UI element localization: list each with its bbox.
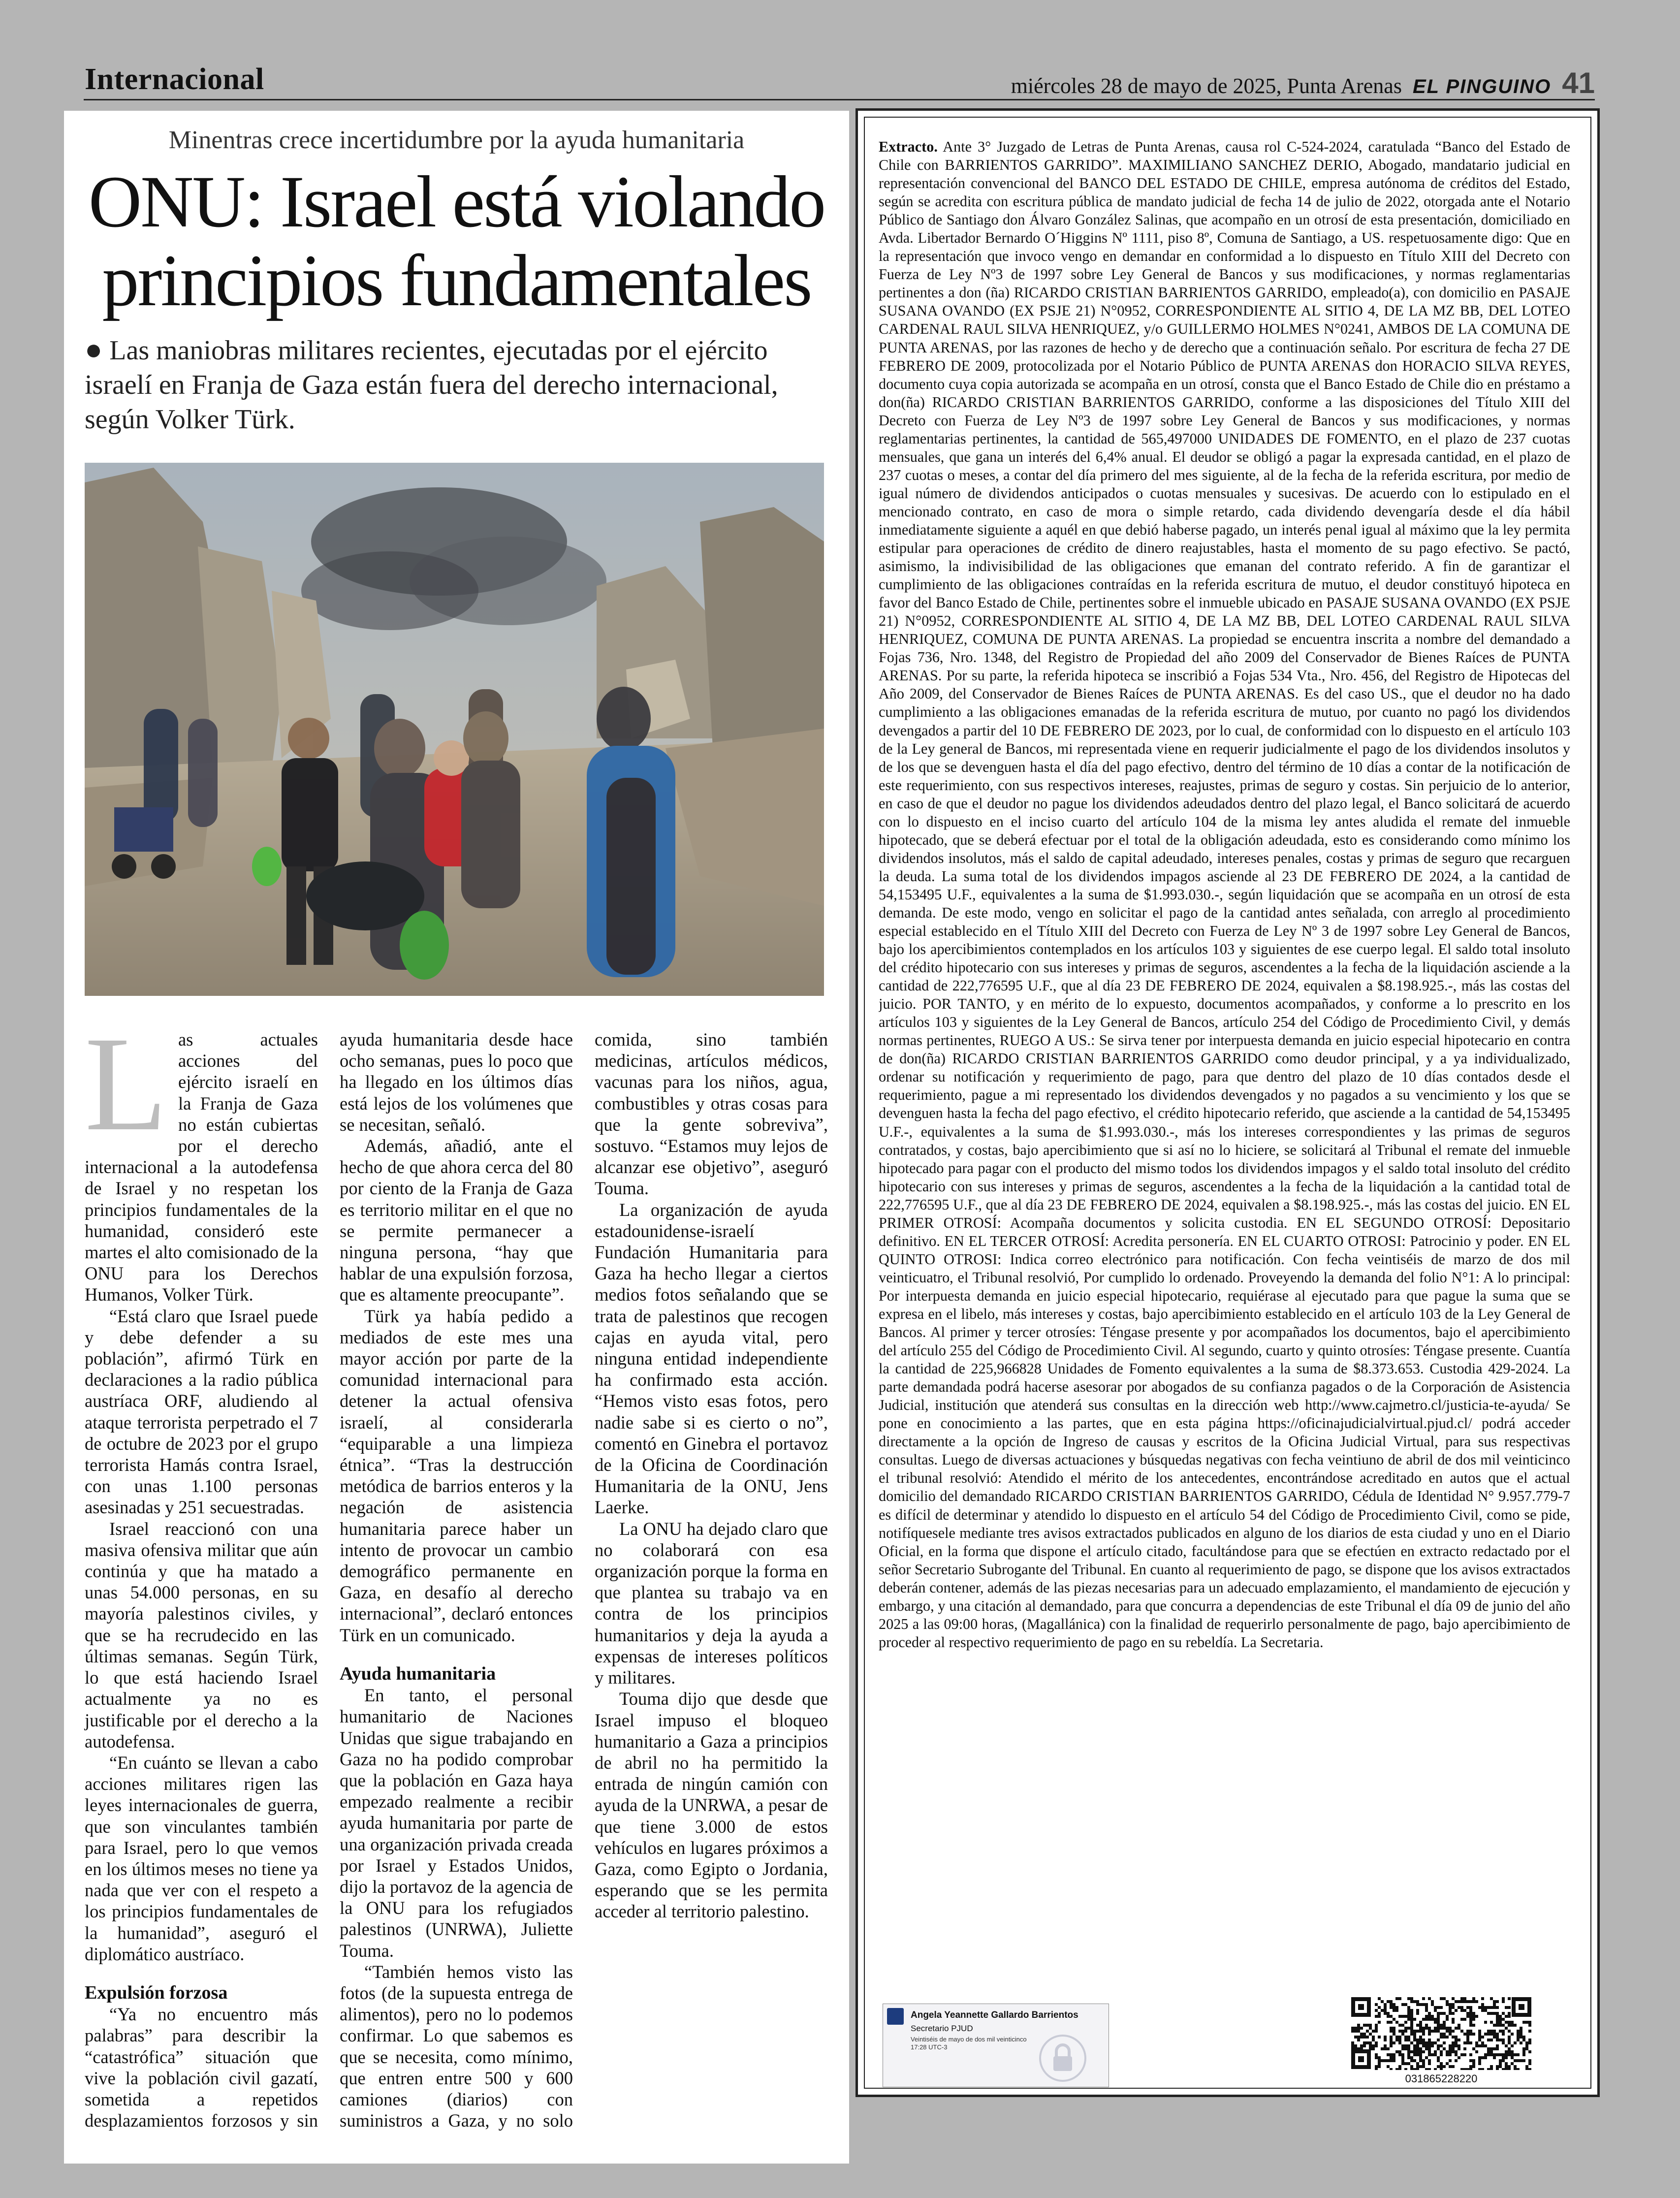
article-kicker: Minentras crece incertidumbre por la ayuda humanitaria xyxy=(168,126,745,154)
section-name: Internacional xyxy=(85,63,264,96)
drop-cap: L xyxy=(85,1009,167,1159)
article-headline xyxy=(79,162,834,320)
paragraph: Türk ya había pedido a mediados de este mes una mayor acción por parte de la comunidad internacional para detener la actual ofensiva israelí, al considerarla “equiparable a una limpieza étnica”. “Tras la destrucción metódica de barrios enteros y la negación de asistencia humanitaria parece haber un intento de provocar un cambio demográfico permanente en Gaza, en desafío al derecho internacional”, declaró entonces Türk en un comunicado. xyxy=(340,1306,573,1645)
paragraph: Israel reaccionó con una masiva ofensiva militar que aún continúa y que ha matado a unas 54.000 personas, en su mayoría palestinos civiles, y que se ha recrudecido en las últimas semanas. Según Türk, lo que está haciendo Israel actualmente ya no es justificable por el derecho a la autodefensa. xyxy=(85,1518,318,1752)
signer-role: Secretario PJUD xyxy=(911,2024,973,2033)
article-body xyxy=(85,1009,828,2132)
paragraph: La organización de ayuda estadounidense-israelí Fundación Humanitaria para Gaza ha hecho llegar a ciertos medios fotos señalando que se trata de palestinos que recogen cajas en ayuda vital, pero ninguna entidad independiente ha confirmado esta acción. “Hemos visto esas fotos, pero nadie sabe si es cierto o no”, comentó en Ginebra el portavoz de la Oficina de Coordinación Humanitaria de la ONU, Jens Laerke. xyxy=(595,1199,828,1518)
paragraph: “Está claro que Israel puede y debe defender a su población”, afirmó Türk en declaraciones a la radio pública austríaca ORF, aludiendo al ataque terrorista perpetrado el 7 de octubre de 2023 por el grupo terrorista Hamás contra Israel, con unas 1.100 personas asesinadas y 251 secuestradas. xyxy=(85,1306,318,1518)
dateline xyxy=(1011,66,1595,100)
notice-label: Extracto. xyxy=(879,138,938,155)
page-header xyxy=(84,59,1595,100)
page-number: 41 xyxy=(1562,66,1595,99)
paragraph: Las actuales acciones del ejército israelí en la Franja de Gaza no están cubiertas por el derecho internacional a la autodefensa de Israel y no respetan los principios fundamentales de la humanidad, consideró este martes el alto comisionado de la ONU para los Derechos Humanos, Volker Türk. xyxy=(85,1009,318,1305)
notice-body: Ante 3° Juzgado de Letras de Punta Arenas, causa rol C-524-2024, caratulada “Banco del Estado de Chile con BARRIENTOS GARRIDO”. MAXIMILIANO SANCHEZ DERIO, Abogado, mandatario judicial en representación convencional del BANCO DEL ESTADO DE CHILE, empresa autónoma de créditos del Estado, según se acredita con escritura pública de mandato judicial de fecha 14 de julio de 2022, otorgada ante el Notario Público de Santiago don Álvaro González Salinas, que acompaño en un otrosí de esta presentación, domiciliado en Avda. Libertador Bernardo O´Higgins Nº 1111, piso 8º, Comuna de Santiago, a US. respetuosamente digo: Que en la representación que invoco vengo en demandar en conformidad a lo dispuesto en Título XIII del Decreto con Fuerza de Ley Nº3 de 1997 sobre Ley General de Bancos y sus modificaciones, y normas reglamentarias pertinentes a don (ña) RICARDO CRISTIAN BARRIENTOS GARRIDO, empleado(a), con domicilio en PASAJE SUSANA OVANDO (EX PSJE 21) N°0952, CORRESPONDIENTE AL SITIO 4, DE LA MZ BB, DEL LOTEO CARDENAL RAUL SILVA HENRIQUEZ, y/o GUILLERMO HOLMES N°0241, AMBOS DE LA COMUNA DE PUNTA ARENAS, por las razones de hecho y de derecho que a continuación señalo. Por escritura de fecha 27 DE FEBRERO DE 2009, protocolizada por el Notario Público de PUNTA ARENAS don HORACIO SILVA REYES, documento cuya copia autorizada se acompaña en un otrosí, consta que el Banco Estado de Chile dio en préstamo a don(ña) RICARDO CRISTIAN BARRIENTOS GARRIDO, conforme a las disposiciones del Título XIII del Decreto con Fuerza de Ley Nº3 de 1997 sobre Ley General de Bancos y sus modificaciones, y normas reglamentarias pertinentes, la cantidad de 565,497000 UNIDADES DE FOMENTO, en el plazo de 237 cuotas mensuales, que gana un interés del 6,4% anual. El deudor se obligó a pagar la expresada cantidad, en el plazo de 237 cuotas o meses, a contar del día primero del mes siguiente, al de la fecha de la referida escritura, por medio de igual número de dividendos anticipados o cuotas mensuales y sucesivas. De acuerdo con lo estipulado en el mencionado contrato, en caso de mora o simple retardo, cada dividendo devengaría desde el día hábil inmediatamente siguiente a aquél en que debió haberse pagado, un interés penal igual al máximo que la ley permita estipular para operaciones de crédito de dinero reajustables, hasta el momento de su pago efectivo. Se pactó, asimismo, la indivisibilidad de las obligaciones que emanan del contrato referido. A fin de garantizar el cumplimiento de las obligaciones contraídas en la referida escritura de mutuo, el deudor constituyó hipoteca en favor del Banco Estado de Chile, pertinentes sobre el inmueble ubicado en PASAJE SUSANA OVANDO (EX PSJE 21) N°0952, CORRESPONDIENTE AL SITIO 4, DE LA MZ BB, DEL LOTEO CARDENAL RAUL SILVA HENRIQUEZ, COMUNA DE PUNTA ARENAS. La propiedad se encuentra inscrita a nombre del demandado a Fojas 736, Nro. 1348, del Registro de Propiedad del año 2009 del Conservador de Bienes Raíces de PUNTA ARENAS. Por su parte, la referida hipoteca se inscribió a Fojas 534 Vta., Nro. 456, del Registro de Hipotecas del Año 2009, del Conservador de Bienes Raíces de PUNTA ARENAS. Es del caso US., que el deudor no ha dado cumplimiento a las obligaciones emanadas de la referida escritura de mutuo, por cuanto no pagó los dividendos devengados a partir del 10 DE FEBRERO DE 2023, por lo cual, de conformidad con lo dispuesto en el artículo 103 de la Ley general de Bancos, mi representada viene en requerir judicialmente el pago de los dividendos insolutos y de los que se devenguen hasta el día del pago efectivo, dentro del término de 10 días a contar de la notificación de este requerimiento, con sus respectivos intereses, reajustes, primas de seguro y costas. Sin perjuicio de lo anterior, en caso de que el deudor no pague los dividendos adeudados dentro del plazo legal, el Banco solicitará de acuerdo con lo dispuesto en el inciso cuarto del artículo 104 de la misma ley antes aludida el remate del inmueble hipotecado, que se deberá efectuar por el total de la obligación adeudada, esto es considerando como mínimo los dividendos insolutos, más el saldo de capital adeudado, intereses penales, costas y primas de seguro que recarguen la deuda. La suma total de los dividendos impagos asciende al 23 DE FEBRERO DE 2024, a la cantidad de 54,153495 U.F., equivalentes a la suma de $1.993.030.-, según liquidación que se acompaña en un otrosí de esta demanda. De este modo, vengo en solicitar el pago de la cantidad antes señalada, con arreglo al procedimiento especial establecido en el Título XIII del Decreto con Fuerza de Ley Nº 3 de 1997 sobre Ley General de Bancos, bajo los apercibimientos contemplados en los artículos 103 y siguientes de ese cuerpo legal. El saldo total insoluto del crédito hipotecario con sus intereses y primas de seguros, ascendentes a la fecha de la liquidación asciende a la cantidad de 222,776595 U.F., que al día 23 DE FEBRERO DE 2024, equivalen a $8.198.925.-, más las costas del juicio. POR TANTO, y en mérito de lo expuesto, documentos acompañados, y conforme a lo prescrito en los artículos 103 y siguientes de la Ley General de Bancos, artículo 254 del Código de Procedimiento Civil, y demás normas pertinentes, RUEGO A US.: Se sirva tener por interpuesta demanda en juicio especial hipotecario en contra de don(ña) RICARDO CRISTIAN BARRIENTOS GARRIDO como deudor principal, y a ya individualizado, ordenar su notificación y requerimiento de pago, para que dentro del plazo de 10 días contados desde el requerimiento, pague a mi representado los dividendos devengados y no pagados a su vencimiento y los que se devenguen hasta la fecha del pago efectivo, el crédito hipotecario referido, que asciende a la cantidad de 54,153495 U.F.-, equivalentes a la suma de $1.993.030.-, más los intereses correspondientes y las primas de seguros contratados, y costas, bajo apercibimiento que si así no lo hiciere, se solicitará al Tribunal el remate del inmueble hipotecado para pagar con el producto del mismo todos los dividendos impagos y el saldo total insoluto del crédito hipotecario con sus intereses y primas de seguros, ascendentes a la fecha de la liquidación a la cantidad total de 222,776595 U.F., que al día 23 DE FEBRERO DE 2024, equivalen a $8.198.925.-, más las costas del juicio. EN EL PRIMER OTROSÍ: Acompaña documentos y solicita custodia. EN EL SEGUNDO OTROSÍ: Depositario definitivo. EN EL TERCER OTROSÍ: Acredita personería. EN EL CUARTO OTROSI: Patrocinio y poder. EN EL QUINTO OTROSI: Indica correo electrónico para notificación. Con fecha veintiséis de marzo de dos mil veinticuatro, el Tribunal resolvió, Por cumplido lo ordenado. Proveyendo la demanda del folio N°1: A lo principal: Por interpuesta demanda en juicio especial hipotecario, requiérase al ejecutado para que pague la suma que se expresa en el libelo, más intereses y costas, bajo apercibimiento establecido en el artículo 103 de la Ley General de Bancos. Al primer y tercer otrosíes: Téngase presente y por acompañados los documentos, bajo el apercibimiento del artículo 255 del Código de Procedimiento Civil. Al segundo, cuarto y quinto otrosíes: Téngase presente. Cuantía la cantidad de 225,966828 Unidades de Fomento equivalentes a la suma de $8.373.653. Custodia 429-2024. La parte demandada podrá hacerse asesorar por abogados de su confianza pagados o de la Corporación de Asistencia Judicial, institución que atenderá sus consultas en la dirección web http://www.cajmetro.cl/justicia-te-ayuda/ Se pone en conocimiento a las partes, que en esta página https://oficinajudicialvirtual.pjud.cl/ podrá acceder directamente a la opción de Ingreso de causas y escritos de la Oficina Judicial Virtual, para sus respectivas consultas. Luego de diversas actuaciones y búsquedas negativas con fecha veintiuno de abril de dos mil veinticinco el tribunal resolvió: Atendido el mérito de los antecedentes, encontrándose acreditado en autos que el actual domicilio del demandado RICARDO CRISTIAN BARRIENTOS GARRIDO, Cédula de Identidad N° 9.957.779-7 es difícil de determinar y atendido lo dispuesto en el artículo 54 del Código de Procedimiento Civil, como se pide, notifíquesele mediante tres avisos extractados publicados en alguno de los diarios de esta ciudad y uno en el Diario Oficial, en la forma que dispone el artículo citado, facultándose para que se efectúen en extracto redactado por el señor Secretario Subrogante del Tribunal. En cuanto al requerimiento de pago, se dispone que los avisos extractados deberán contener, además de las piezas necesarias para un adecuado emplazamiento, el mandamiento de ejecución y embargo, y una citación al demandado, para que concurra a dependencias de este Tribunal el día 09 de junio del año 2025 a las 09:00 horas, (Magallánica) con la finalidad de requerirlo personalmente de pago, bajo apercibimiento de proceder al respectivo requerimiento de pago en su rebeldía. La Secretaria. xyxy=(879,138,1570,1651)
legal-notice xyxy=(856,108,1600,2097)
electronic-signature xyxy=(883,2004,1109,2087)
gaza-refugees-photo xyxy=(85,463,824,996)
newspaper-brand: EL PINGUINO xyxy=(1412,76,1552,97)
article-photo xyxy=(85,463,824,996)
lock-icon xyxy=(1036,2034,1090,2083)
paragraph: Touma dijo que desde que Israel impuso el bloqueo humanitario a Gaza a principios de abril no ha permitido la entrada de ningún camión con ayuda de la UNRWA, a pesar de que tiene 3.000 de estos vehículos en lugares próximos a Gaza, como Egipto o Jordania, esperando que se les permita acceder al territorio palestino. xyxy=(595,1688,828,1922)
article xyxy=(64,111,849,2164)
notice-text xyxy=(879,138,1570,1986)
article-subhead xyxy=(85,332,833,437)
qr-code-icon xyxy=(1350,1996,1532,2070)
paragraph: “Ya no encuentro más palabras” para describir la “catastrófica” situación que vive la población civil gazatí, sometida a repetidos desplazamientos forzosos y sin ayuda humanitaria desde hace ocho semanas, pues lo poco que ha llegado en los últimos días está lejos de los volúmenes que se necesitan, señaló. xyxy=(85,1029,573,2131)
headline-line-1: ONU: Israel está violando xyxy=(88,161,825,243)
subhead-text: Las maniobras militares recientes, ejecutadas por el ejército israelí en Franja de Gaza están fuera del derecho internacional, según Volker Türk. xyxy=(85,335,778,435)
subtitle-expulsion: Expulsión forzosa xyxy=(85,1982,228,2003)
headline-line-2: principios fundamentales xyxy=(102,240,811,321)
publication-date: miércoles 28 de mayo de 2025, Punta Arenas xyxy=(1011,74,1402,98)
signature-timestamp: Veintiséis de mayo de dos mil veinticinco 17:28 UTC-3 xyxy=(911,2036,1027,2051)
paragraph: “En cuánto se llevan a cabo acciones militares rigen las leyes internacionales de guerra, que son vinculantes también para Israel, pero lo que vemos en los últimos meses no tiene ya nada que ver con el respeto a los principios fundamentales de la humanidad”, aseguró el diplomático austríaco. xyxy=(85,1752,318,1964)
pjud-seal-icon xyxy=(887,2008,904,2025)
qr-code-number: 031865228220 xyxy=(1405,2072,1478,2085)
subtitle-ayuda: Ayuda humanitaria xyxy=(340,1663,496,1684)
paragraph: “También hemos visto las fotos (de la supuesta entrega de alimentos), pero no lo podemos confirmar. Lo que sabemos es que se necesita, como mínimo, que entren entre 500 y 600 camiones (diarios) con suministros a Gaza, y no solo comida, sino también medicinas, artículos médicos, vacunas para los niños, agua, combustibles y otras cosas para que la gente sobreviva”, sostuvo. “Estamos muy lejos de alcanzar ese objetivo”, aseguró Touma. xyxy=(340,1029,828,2131)
paragraph: La ONU ha dejado claro que no colaborará con esa organización porque la forma en que plantea su trabajo va en contra de los principios humanitarios y deja la ayuda a expensas de intereses políticos y militares. xyxy=(595,1518,828,1688)
bullet-icon: ● xyxy=(85,333,103,366)
signer-name: Angela Yeannette Gallardo Barrientos xyxy=(911,2010,1078,2020)
paragraph: En tanto, el personal humanitario de Naciones Unidas que sigue trabajando en Gaza no ha podido comprobar que la población en Gaza haya empezado realmente a recibir ayuda humanitaria por parte de una organización privada creada por Israel y Estados Unidos, dijo la portavoz de la agencia de la ONU para los refugiados palestinos (UNRWA), Juliette Touma. xyxy=(340,1685,573,1961)
paragraph: Además, añadió, ante el hecho de que ahora cerca del 80 por ciento de la Franja de Gaza es territorio militar en el que no se permite permanecer a ninguna persona, “hay que hablar de una expulsión forzosa, que es altamente preocupante”. xyxy=(340,1136,573,1305)
